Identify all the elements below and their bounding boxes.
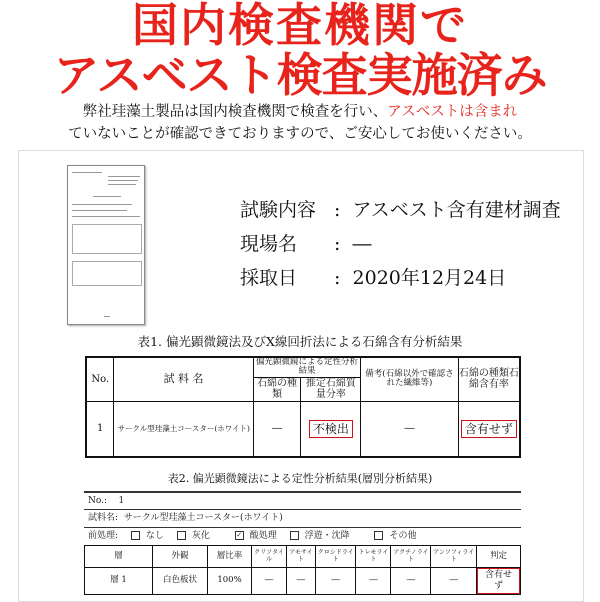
cell: 層 1 xyxy=(85,568,153,595)
table2-no xyxy=(88,495,124,507)
checkbox-none xyxy=(131,531,140,540)
th-result: 石綿の種類石綿含有率 xyxy=(458,357,520,401)
table1 xyxy=(85,356,521,458)
info-value: アスベスト含有建材調査 xyxy=(352,199,561,221)
cell-mass-highlight: 不検出 xyxy=(309,420,353,438)
info-value: 2020年12月24日 xyxy=(352,267,507,289)
cell: ― xyxy=(356,568,391,595)
info-test-content: 試験内容 : アスベスト含有建材調査 xyxy=(240,199,561,221)
cell: ― xyxy=(391,568,431,595)
checkbox-ash xyxy=(177,531,186,540)
table2-title: 表2. 偏光顕微鏡法による定性分析結果(層別分析結果) xyxy=(167,472,433,485)
th-type: 石綿の種類 xyxy=(253,377,301,401)
subtitle-line1 xyxy=(0,102,600,122)
th: トレモライト xyxy=(356,546,391,568)
cell-result-highlight: 含有せず xyxy=(461,420,517,438)
info-sample-date: 採取日 : 2020年12月24日 xyxy=(240,267,507,289)
cell: 白色板状 xyxy=(153,568,208,595)
option-label: なし xyxy=(145,531,164,541)
divider xyxy=(84,491,521,493)
cell: ― xyxy=(315,568,356,595)
info-key: 現場名 xyxy=(240,233,298,255)
value: サークル型珪藻土コースター(ホワイト) xyxy=(123,513,283,523)
table2-pretreatment xyxy=(88,530,417,542)
subtitle-highlight: アスベストは含まれ xyxy=(387,104,518,120)
th: クリソタイル xyxy=(252,546,287,568)
cell-remark: ― xyxy=(361,401,458,457)
option-label: 灰化 xyxy=(191,531,210,541)
cell: ― xyxy=(252,568,287,595)
option-label: 酸処理 xyxy=(249,531,277,541)
th: 外観 xyxy=(153,546,208,568)
label: 前処理: xyxy=(88,531,119,541)
th: 層 xyxy=(85,546,153,568)
report-thumbnail xyxy=(67,165,145,325)
info-site-name: 現場名 : ― xyxy=(240,233,372,255)
label: 試料名: xyxy=(88,513,119,523)
th: 層比率 xyxy=(208,546,252,568)
table2 xyxy=(84,545,521,595)
th: クロシドライト xyxy=(315,546,356,568)
th-remark: 備考(石綿以外で確認された繊維等) xyxy=(361,357,458,401)
checkbox-float xyxy=(290,531,299,540)
divider xyxy=(84,509,521,510)
cell-sample: サークル型珪藻土コースター(ホワイト) xyxy=(114,401,253,457)
divider xyxy=(84,527,521,528)
cell-no: 1 xyxy=(86,401,114,457)
cell-judgement-highlight: 含有せず xyxy=(477,568,520,594)
option-label: その他 xyxy=(389,531,417,541)
value: 1 xyxy=(118,496,125,506)
subtitle-text: 弊社珪藻土製品は国内検査機関で検査を行い、 xyxy=(82,104,388,120)
info-key: 試験内容 xyxy=(240,199,317,221)
th-no: No. xyxy=(86,357,114,401)
table2-sample xyxy=(88,512,283,524)
label: No.: xyxy=(88,496,108,506)
checkbox-acid-checked: ✓ xyxy=(236,531,243,539)
th: アモサイト xyxy=(286,546,315,568)
option-label: 浮遊・沈降 xyxy=(304,531,350,541)
headline-line1: 国内検査機関で xyxy=(132,0,468,52)
th: 判定 xyxy=(477,546,521,568)
cell-type: ― xyxy=(253,401,301,457)
info-value: ― xyxy=(352,233,372,255)
th-mass: 推定石綿質量分率 xyxy=(301,377,361,401)
headline-line2: アスベスト検査実施済み xyxy=(53,48,547,102)
cell: ― xyxy=(431,568,477,595)
th-qual: 偏光顕微鏡による定性分析結果 xyxy=(253,357,361,377)
cell: 100% xyxy=(208,568,252,595)
th-sample: 試 料 名 xyxy=(114,357,253,401)
checkbox-other xyxy=(374,531,383,540)
cell: ― xyxy=(286,568,315,595)
subtitle-line2: ていないことが確認できておりますので、ご安心してお使いください。 xyxy=(68,126,532,142)
info-key: 採取日 xyxy=(240,267,298,289)
th: アクチノライト xyxy=(391,546,431,568)
th: アンソフィライト xyxy=(431,546,477,568)
table1-title: 表1. 偏光顕微鏡法及びX線回折法による石綿含有分析結果 xyxy=(137,334,463,349)
